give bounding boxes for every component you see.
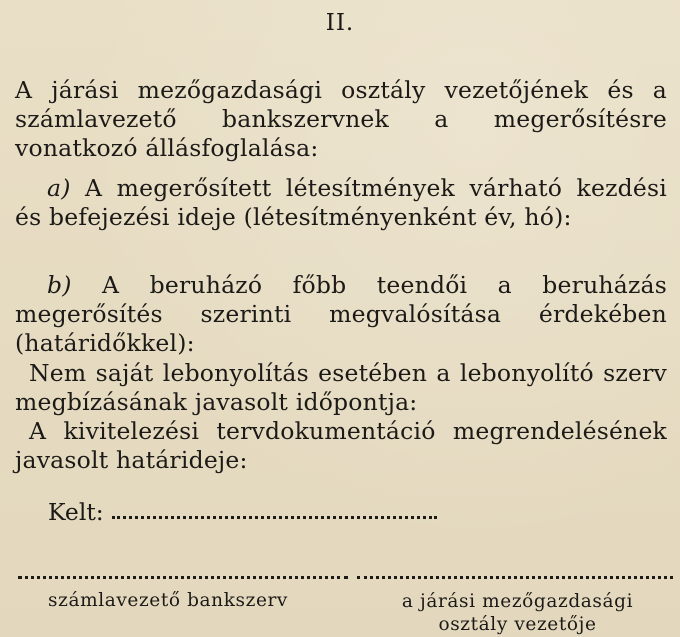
bank-signature-label: számlavezető bankszerv	[48, 590, 288, 611]
item-b-text: A beruházó főbb teendői a beruházás megerősítés szerinti megvalósítása érdekében (határidőkkel):	[15, 271, 668, 357]
date-label: Kelt:	[48, 498, 104, 526]
department-head-signature-line[interactable]	[357, 576, 673, 579]
section-heading: II.	[325, 10, 355, 36]
item-a-text: A megerősített létesítmények várható kezdési és befejezési ideje (létesítményenként év, hó):	[15, 174, 668, 231]
item-b-paragraph	[15, 271, 667, 358]
lebonyolitas-text: Nem saját lebonyolítás esetében a lebonyolító szerv megbízásának javasolt időpontja:	[15, 359, 667, 416]
department-head-label-line1: a járási mezőgazdasági	[401, 591, 634, 612]
department-head-label-line2: osztály vezetője	[438, 614, 597, 635]
kivitelezes-paragraph	[15, 417, 667, 475]
kivitelezes-text: A kivitelezési tervdokumentáció megrendelésének javasolt határideje:	[15, 417, 667, 474]
date-dotted-line	[112, 516, 437, 519]
department-head-signature-label	[360, 590, 675, 636]
bank-signature-line[interactable]	[18, 576, 348, 579]
item-a-label: a)	[47, 174, 71, 202]
date-field[interactable]	[48, 498, 437, 526]
intro-paragraph: A járási mezőgazdasági osztály vezetőjének és a számlavezető bankszervnek a megerősítésre vonatkozó állásfoglalása:	[15, 76, 667, 162]
item-b-label: b)	[47, 271, 72, 299]
item-a-paragraph	[15, 174, 667, 232]
lebonyolitas-paragraph	[15, 359, 667, 417]
